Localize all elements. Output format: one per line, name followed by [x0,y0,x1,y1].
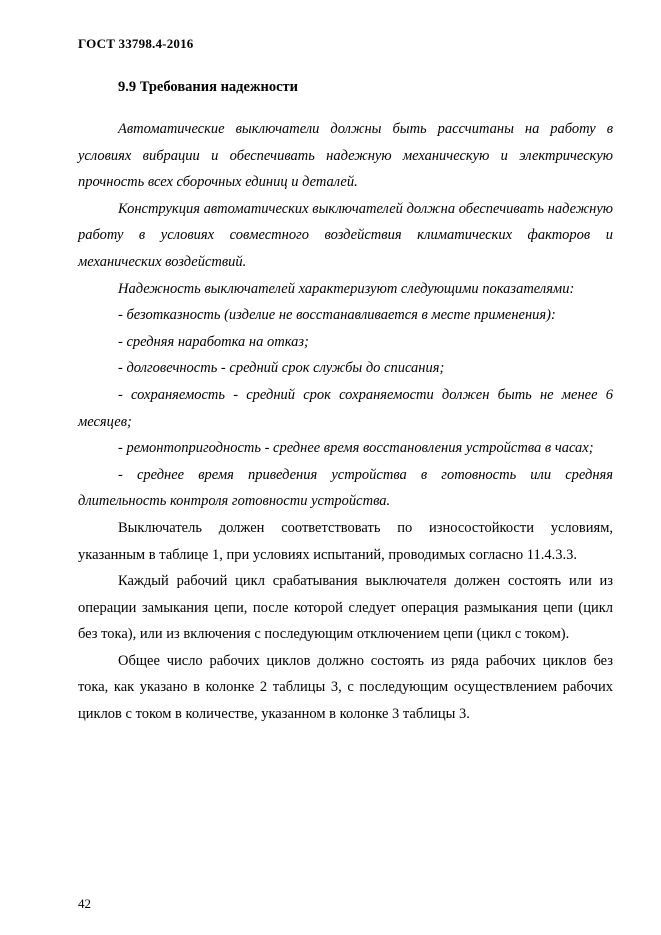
list-item-durability: - долговечность - средний срок службы до списания; [118,360,445,377]
paragraph-construction-requirements: Конструкция автоматических выключателей должна обеспечивать надежную работу в условиях совместного воздействия климатических факторов и механических воздействий. [78,200,613,270]
paragraph-reliability-indicators: Надежность выключателей характеризуют следующими показателями: [118,280,575,297]
list-item-maintainability: - ремонтопригодность - среднее время восстановления устройства в часах; [118,440,594,457]
list-item-reliability: - безотказность (изделие не восстанавливается в месте применения): [118,307,556,324]
document-header: ГОСТ 33798.4-2016 [78,36,194,51]
section-title: 9.9 Требования надежности [118,79,298,95]
paragraph-operating-cycle: Каждый рабочий цикл срабатывания выключателя должен состоять или из операции замыкания цепи, после которой следует операция размыкания цепи (цикл без тока), или из включения с последующим отключением цепи (цикл с током). [78,573,613,643]
list-item-mtbf: - средняя наработка на отказ; [118,333,309,350]
paragraph-wear-resistance: Выключатель должен соответствовать по износостойкости условиям, указанным в таблице 1, при условиях испытаний, проводимых согласно 11.4.3.3. [78,519,613,563]
document-body [78,116,613,728]
paragraph-vibration-requirements: Автоматические выключатели должны быть рассчитаны на работу в условиях вибрации и обеспечивать надежную механическую и электрическую прочность всех сборочных единиц и деталей. [78,121,613,191]
paragraph-total-cycles: Общее число рабочих циклов должно состоять из ряда рабочих циклов без тока, как указано в колонке 2 таблицы 3, с последующим осуществлением рабочих циклов с током в количестве, указанном в колонке 3 таблицы 3. [78,652,613,723]
list-item-storability: - сохраняемость - средний срок сохраняемости должен быть не менее 6 месяцев; [78,386,613,430]
list-item-readiness-time: - среднее время приведения устройства в готовность или средняя длительность контроля готовности устройства. [78,466,613,510]
page-number: 42 [78,896,91,911]
